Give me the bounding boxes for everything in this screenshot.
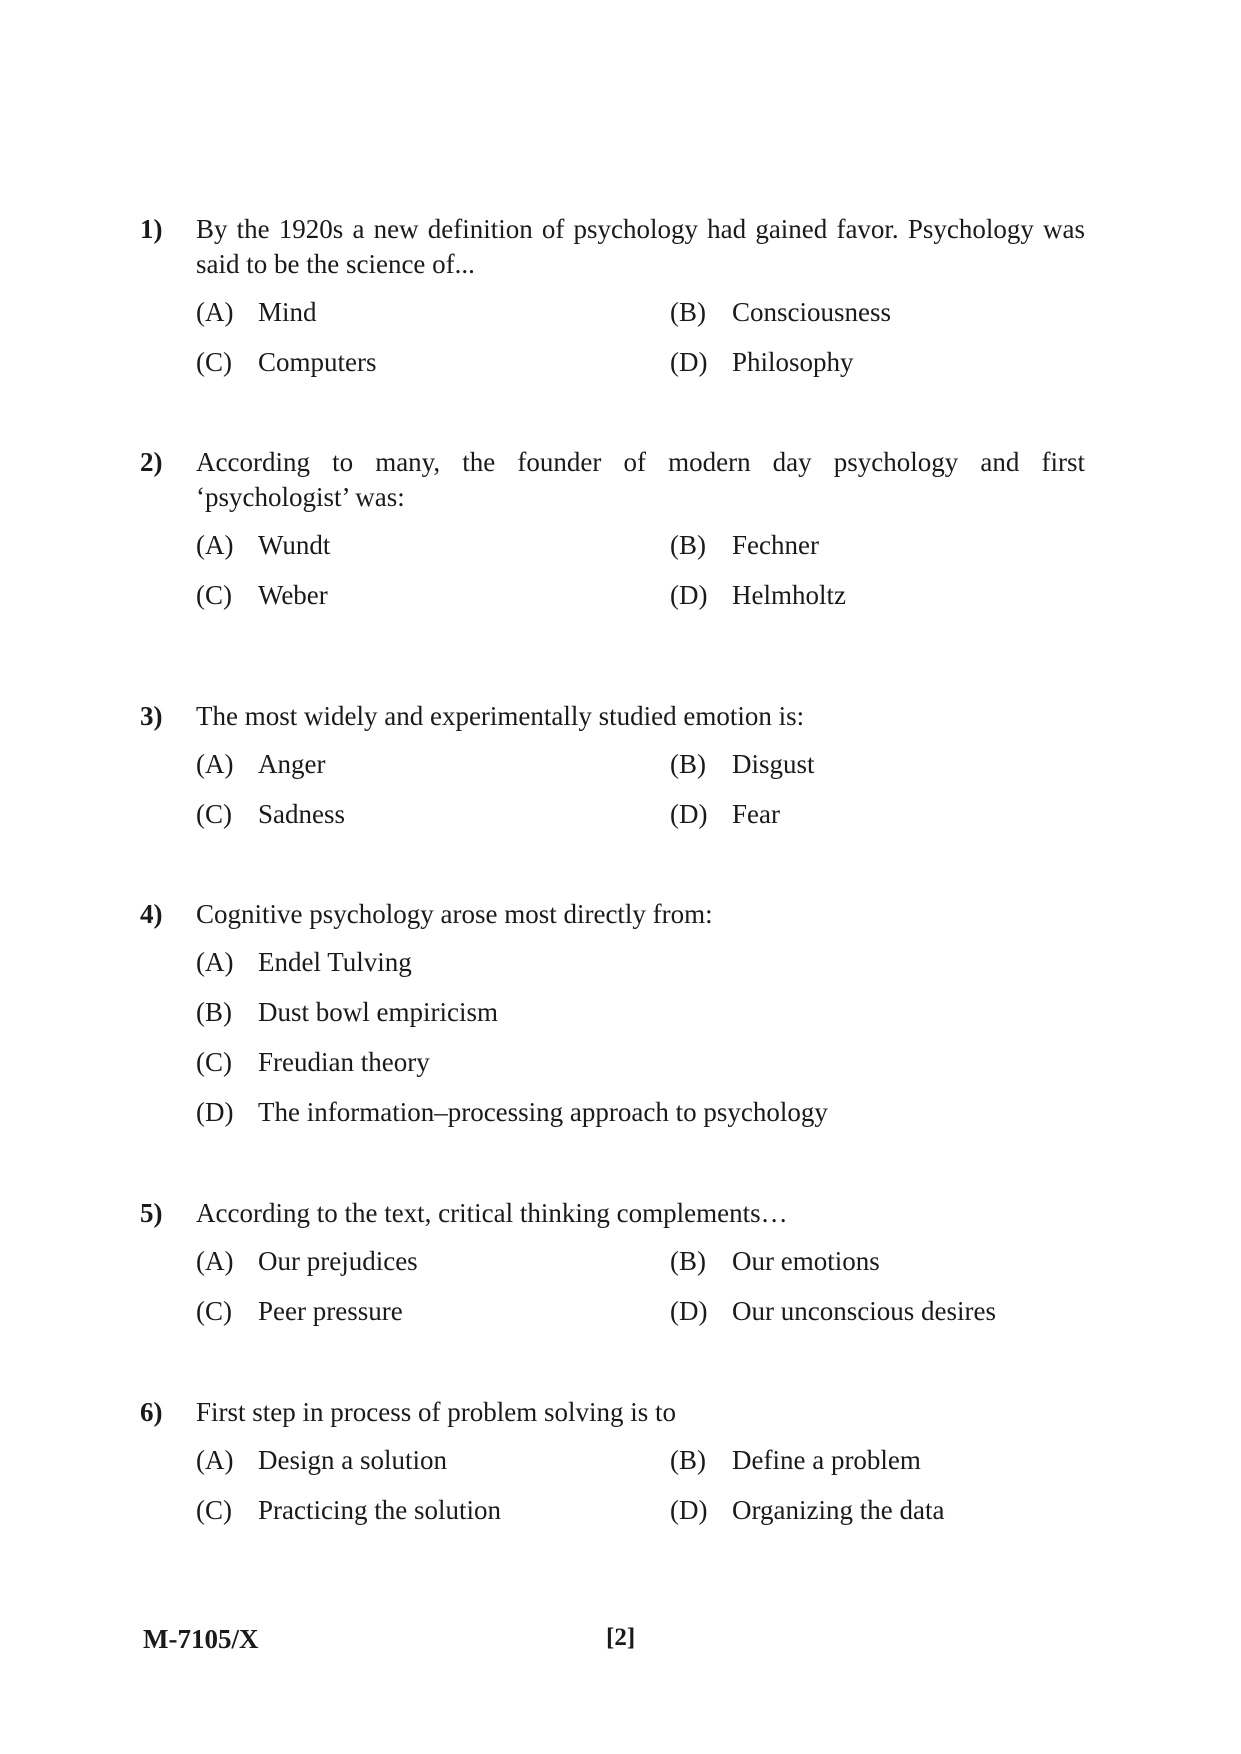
option-grid	[196, 528, 1085, 613]
option-grid	[196, 1443, 1085, 1528]
option-b	[670, 747, 1085, 782]
option-d	[670, 578, 1085, 613]
question-number: 2)	[140, 447, 163, 477]
option-text: Weber	[258, 580, 328, 610]
option-label: (D)	[670, 580, 708, 610]
option-c	[196, 1294, 670, 1329]
option-d	[196, 1095, 1085, 1130]
option-text: Peer pressure	[258, 1296, 403, 1326]
question-number: 1)	[140, 214, 163, 244]
option-label: (B)	[670, 530, 706, 560]
option-c	[196, 578, 670, 613]
option-b	[670, 528, 1085, 563]
question-text: According to many, the founder of modern day psychology and first ‘psychologist’ was:	[196, 447, 1085, 512]
option-label: (B)	[670, 1246, 706, 1276]
question-5	[140, 1196, 1085, 1329]
option-text: Practicing the solution	[258, 1495, 501, 1525]
question-number: 4)	[140, 899, 163, 929]
option-text: Computers	[258, 347, 377, 377]
option-b	[196, 995, 1085, 1030]
option-label: (D)	[670, 347, 708, 377]
question-text: First step in process of problem solving is to	[196, 1397, 676, 1427]
option-label: (D)	[670, 1495, 708, 1525]
option-text: Sadness	[258, 799, 345, 829]
option-text: Our prejudices	[258, 1246, 418, 1276]
option-label: (A)	[196, 1246, 234, 1276]
option-text: Freudian theory	[258, 1047, 430, 1077]
option-text: Wundt	[258, 530, 331, 560]
option-label: (C)	[196, 1047, 232, 1077]
option-text: The information–processing approach to psychology	[258, 1097, 828, 1127]
page-number: [2]	[606, 1624, 636, 1651]
option-label: (B)	[196, 997, 232, 1027]
option-text: Define a problem	[732, 1445, 921, 1475]
option-label: (D)	[670, 799, 708, 829]
option-b	[670, 1443, 1085, 1478]
option-a	[196, 945, 1085, 980]
option-a	[196, 528, 670, 563]
option-label: (C)	[196, 347, 232, 377]
option-a	[196, 1443, 670, 1478]
option-text: Our unconscious desires	[732, 1296, 996, 1326]
question-number: 6)	[140, 1397, 163, 1427]
option-text: Fechner	[732, 530, 819, 560]
option-label: (C)	[196, 1495, 232, 1525]
option-text: Philosophy	[732, 347, 854, 377]
option-text: Consciousness	[732, 297, 892, 327]
option-label: (C)	[196, 799, 232, 829]
option-b	[670, 1244, 1085, 1279]
option-text: Design a solution	[258, 1445, 447, 1475]
option-a	[196, 1244, 670, 1279]
option-label: (A)	[196, 947, 234, 977]
option-label: (D)	[196, 1097, 234, 1127]
question-6	[140, 1395, 1085, 1528]
paper-code: M-7105/X	[143, 1624, 259, 1654]
option-text: Endel Tulving	[258, 947, 412, 977]
option-c	[196, 1493, 670, 1528]
option-a	[196, 747, 670, 782]
option-d	[670, 1493, 1085, 1528]
option-text: Our emotions	[732, 1246, 880, 1276]
option-c	[196, 1045, 1085, 1080]
option-b	[670, 295, 1085, 330]
option-c	[196, 345, 670, 380]
option-label: (C)	[196, 580, 232, 610]
question-text: The most widely and experimentally studied emotion is:	[196, 701, 805, 731]
option-text: Fear	[732, 799, 780, 829]
question-3	[140, 699, 1085, 832]
option-label: (A)	[196, 749, 234, 779]
question-text: According to the text, critical thinking complements…	[196, 1198, 788, 1228]
option-c	[196, 797, 670, 832]
option-text: Organizing the data	[732, 1495, 945, 1525]
question-text: Cognitive psychology arose most directly from:	[196, 899, 713, 929]
option-grid	[196, 747, 1085, 832]
question-4	[140, 897, 1085, 1130]
option-label: (B)	[670, 749, 706, 779]
option-grid	[196, 1244, 1085, 1329]
option-text: Dust bowl empiricism	[258, 997, 498, 1027]
option-d	[670, 345, 1085, 380]
option-text: Helmholtz	[732, 580, 846, 610]
option-label: (D)	[670, 1296, 708, 1326]
option-label: (A)	[196, 1445, 234, 1475]
option-label: (B)	[670, 1445, 706, 1475]
question-number: 3)	[140, 701, 163, 731]
option-d	[670, 797, 1085, 832]
option-list	[196, 945, 1085, 1130]
question-1	[140, 212, 1085, 380]
option-label: (B)	[670, 297, 706, 327]
option-text: Disgust	[732, 749, 815, 779]
option-text: Mind	[258, 297, 317, 327]
option-label: (A)	[196, 530, 234, 560]
option-grid	[196, 295, 1085, 380]
option-label: (C)	[196, 1296, 232, 1326]
question-text: By the 1920s a new definition of psychology had gained favor. Psychology was said to be the science of...	[196, 214, 1085, 279]
option-a	[196, 295, 670, 330]
question-2	[140, 445, 1085, 613]
option-text: Anger	[258, 749, 326, 779]
option-label: (A)	[196, 297, 234, 327]
question-number: 5)	[140, 1198, 163, 1228]
option-d	[670, 1294, 1085, 1329]
